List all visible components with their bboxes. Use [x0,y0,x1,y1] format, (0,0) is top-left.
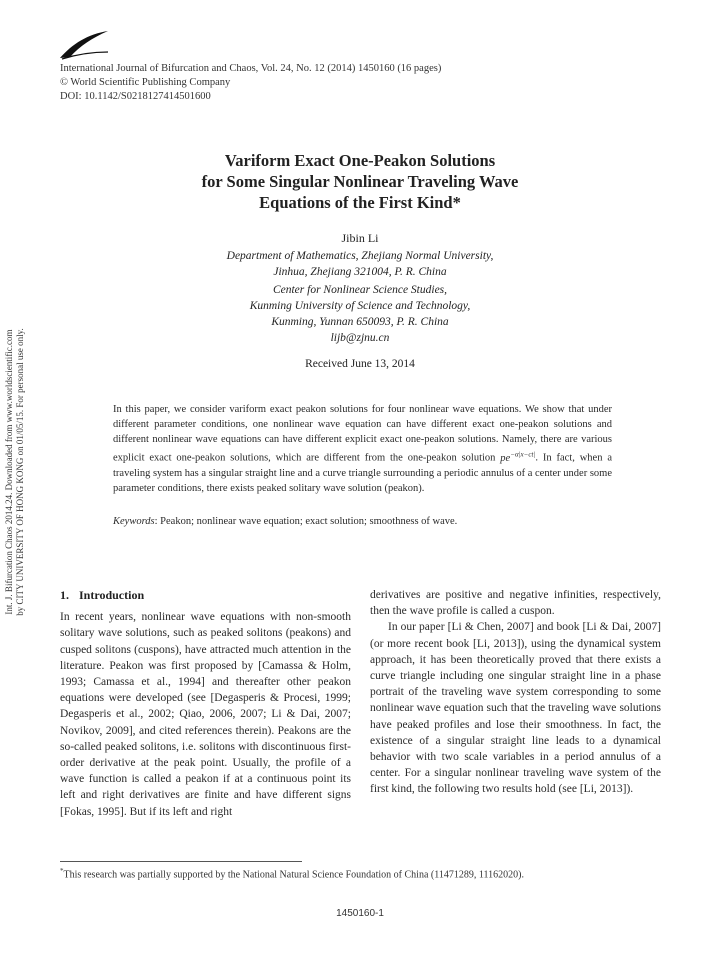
keywords-label: Keywords [113,516,155,527]
author-name: Jibin Li [341,231,379,245]
footnote: *This research was partially supported by the National Natural Science Foundation of China (11471289, 11162020). [60,867,524,881]
journal-header [60,62,441,104]
publisher-copyright: © World Scientific Publishing Company [60,77,231,88]
affiliation-2: Center for Nonlinear Science Studies, Kunming University of Science and Technology, Kunming, Yunnan 650093, P. R. China lijb@zjnu.cn [110,282,610,346]
journal-citation: International Journal of Bifurcation and Chaos, Vol. 24, No. 12 (2014) 1450160 (16 pages) [60,63,442,74]
abstract-formula: $pe^{-\alpha|x-ct|}$ [500,450,536,464]
abstract: In this paper, we consider variform exact peakon solutions for four nonlinear wave equations. We show that under different parameter conditions, one nonlinear wave equation can have different exact one-peakon solutions and different nonlinear wave equations can have different explicit exact one-peakon solutions. Namely, there are various explicit exact one-peakon solutions, which are different from the one-peakon solution $pe^{-\alpha|x-ct|}$. In fact, when a traveling system has a singular straight line and a curve triangle surrounding a periodic annulus of a center under some parameter conditions, there exists peaked solitary wave solution (peakon). [113,404,612,494]
intro-paragraph-1: In recent years, nonlinear wave equations with non-smooth solitary wave solutions, such as peaked solitons (peakons) and cusped solitons (cuspons), have attracted much attention in the literature. Peakon was first proposed by [Camassa & Holm, 1993; Camassa et al., 1994] and thereafter other peakon equations were developed (see [Degasperis & Procesi, 1999; Degasperis et al., 2002; Qiao, 2006, 2007; Li & Dai, 2007; Novikov, 2009], and cited references therein). Peakons are the so-called peaked solitons, i.e. solitons with discontinuous first-order derivative at the peak point. Usually, the profile of a wave function is called a peakon if at a continuous point its left and right derivatives are finite and have different signs [Fokas, 1995]. But if its left and right [60,611,351,818]
intro-paragraph-2: In our paper [Li & Chen, 2007] and book [Li & Dai, 2007] (or more recent book [Li, 2013]), using the dynamical system approach, it has been theoretically proved that there exists a curve triangle including one singular straight line in a phase portrait of the traveling wave system corresponding to some nonlinear wave equation such that the traveling wave solutions have peaked profiles and lose their smoothness. In fact, the existence of a singular straight line leads to a dynamical behavior with two scale variables in a period annulus of a center. For a singular nonlinear traveling wave system of the first kind, the following two results hold (see [Li, 2013]). [370,621,661,796]
received-date: Received June 13, 2014 [305,358,415,370]
keywords: Keywords: Peakon; nonlinear wave equation; exact solution; smoothness of wave. [113,516,458,527]
author-email: lijb@zjnu.cn [330,332,390,344]
column-left [60,587,351,820]
column-right [370,587,661,798]
affiliation-1: Department of Mathematics, Zhejiang Normal University, Jinhua, Zhejiang 321004, P. R. China [226,250,494,278]
footnote-rule [60,861,302,862]
download-notice: Int. J. Bifurcation Chaos 2014.24. Downloaded from www.worldscientific.com by CITY UNIVERSITY OF HONG KONG on 01/05/15. For personal use only. [4,328,25,616]
intro-paragraph-1-cont: derivatives are positive and negative infinities, respectively, then the wave profile is called a cuspon. [370,589,661,618]
publisher-logo [58,30,110,60]
page-number: 1450160-1 [336,908,384,919]
section-heading: 1. Introduction [60,588,145,602]
doi: DOI: 10.1142/S0218127414501600 [60,91,211,102]
paper-title: Variform Exact One-Peakon Solutions for Some Singular Nonlinear Traveling Wave Equations of the First Kind* [201,151,519,212]
